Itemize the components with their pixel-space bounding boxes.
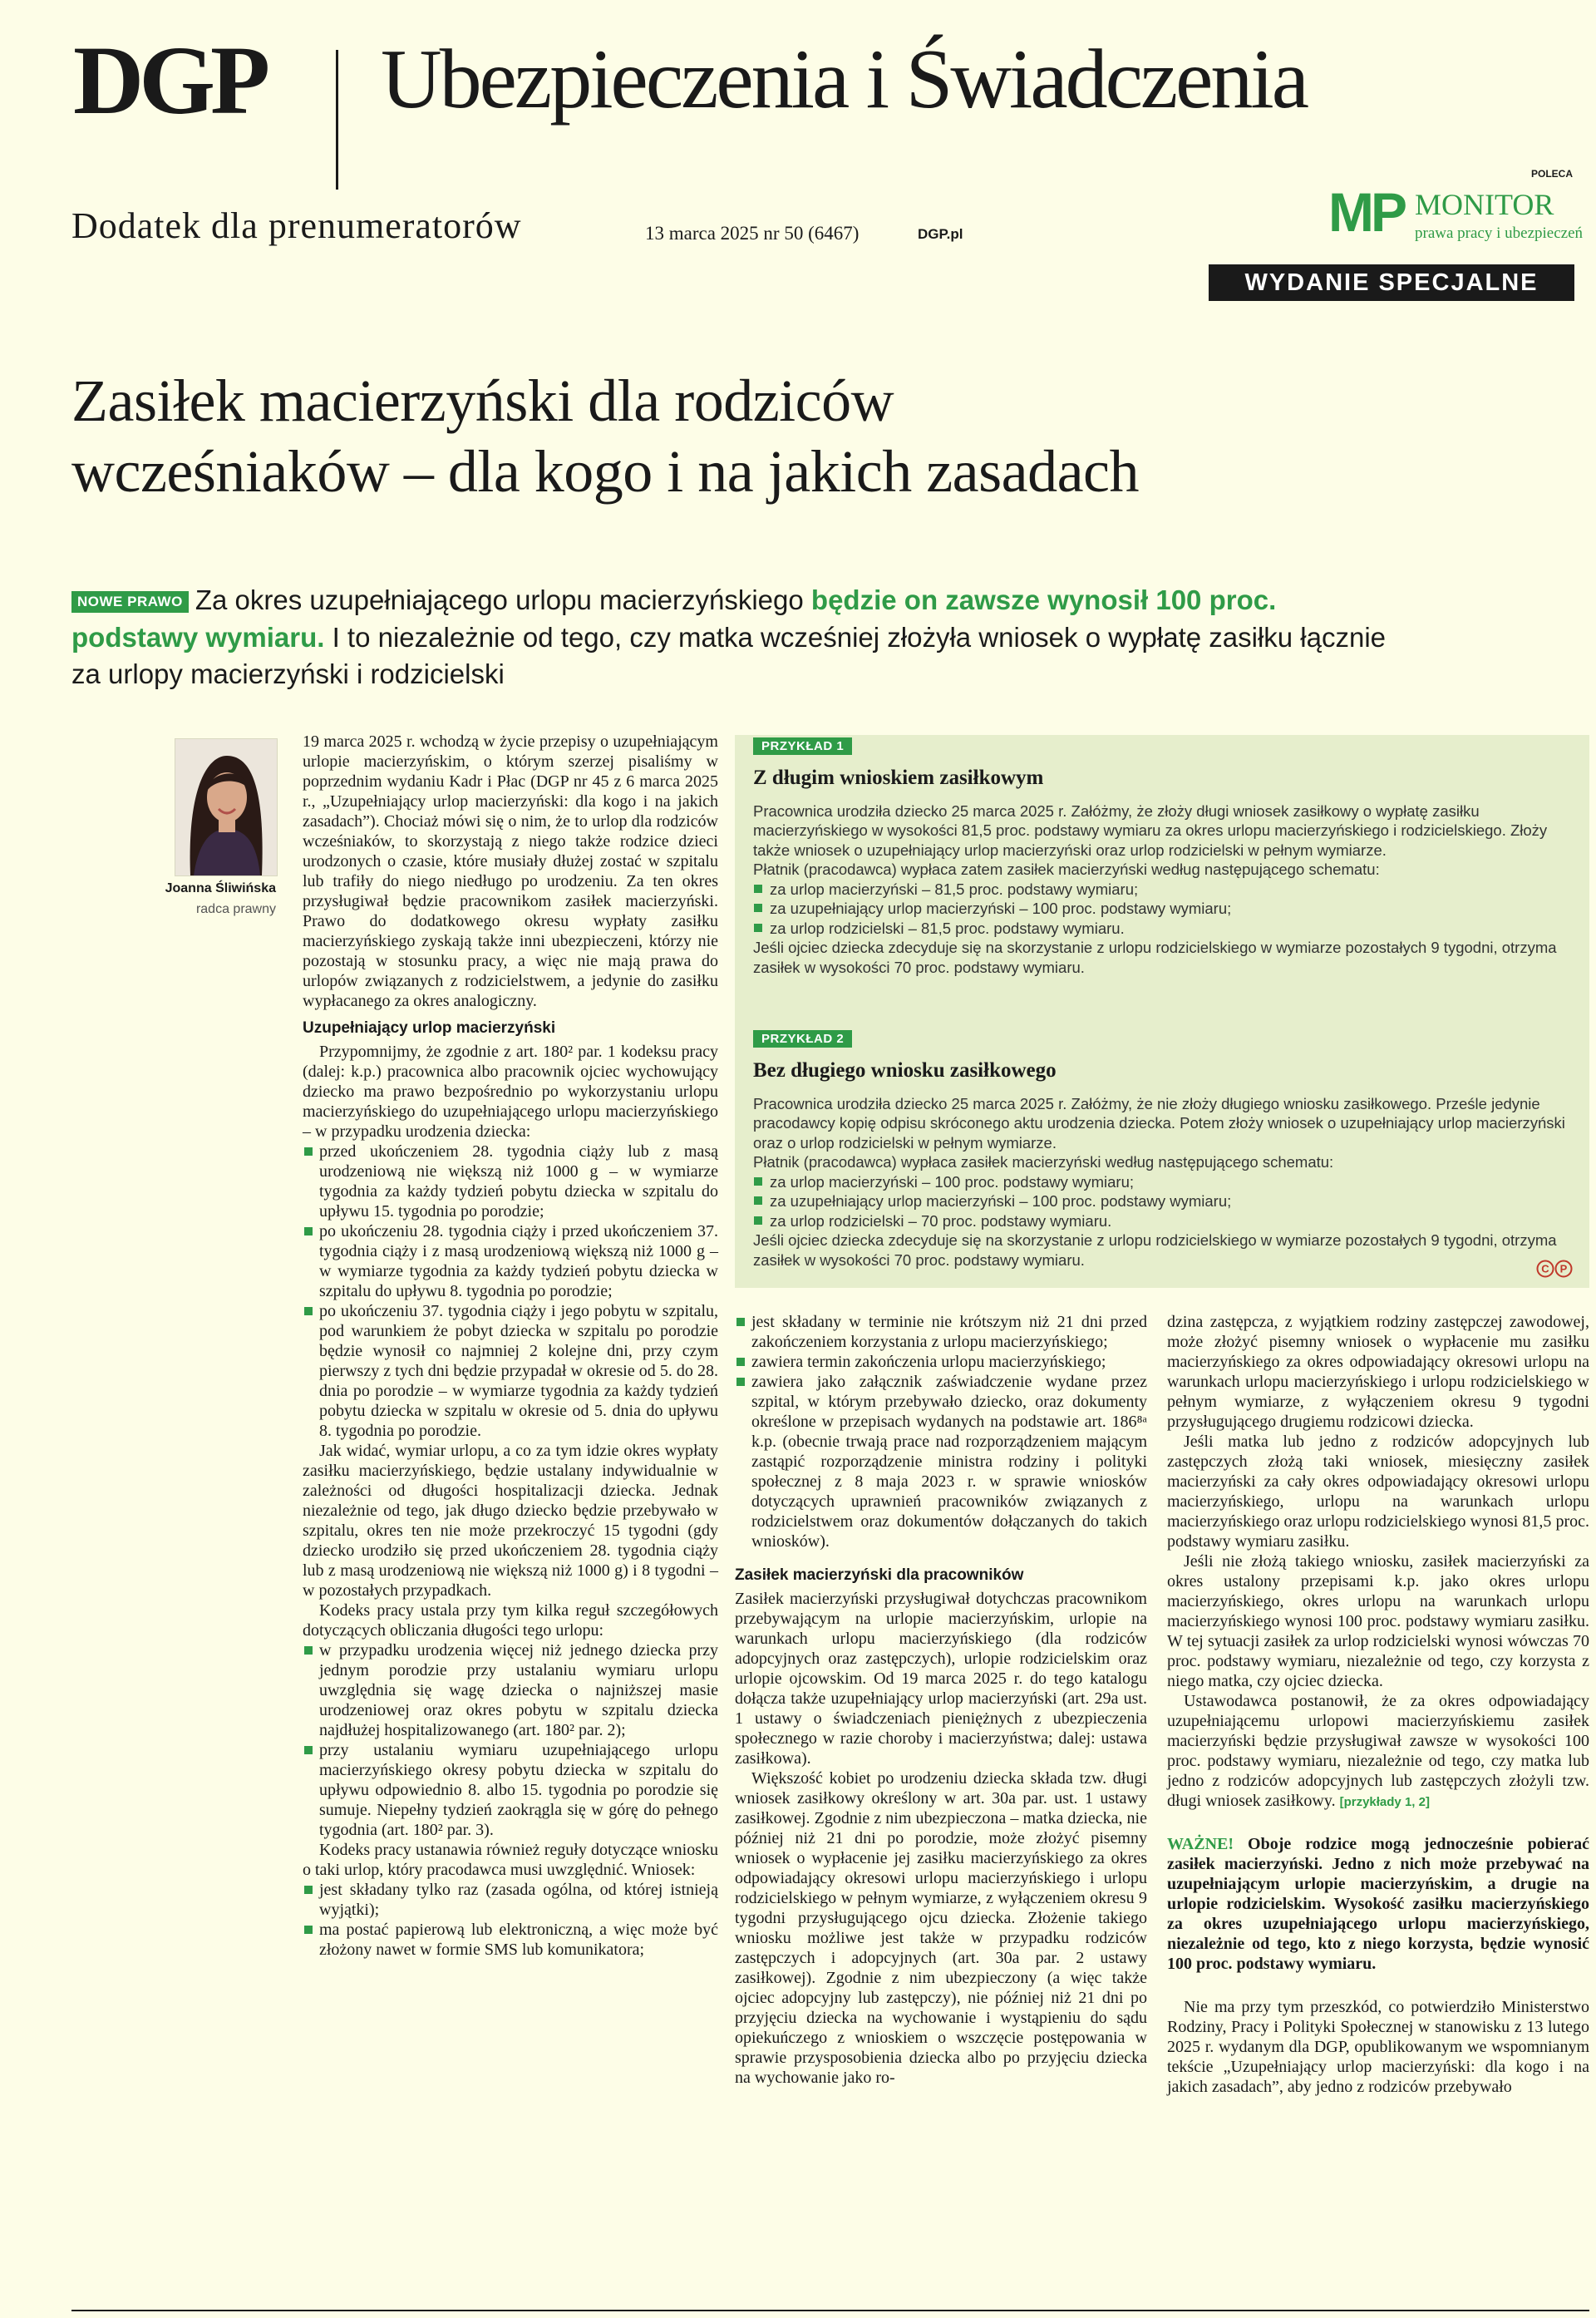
author-role: radca prawny xyxy=(195,902,276,916)
list-item: zawiera termin zakończenia urlopu macierzyńskiego; xyxy=(735,1352,1147,1372)
list-item: za urlop rodzicielski – 81,5 proc. podstawy wymiaru. xyxy=(753,919,1576,938)
col3-paragraph-4 xyxy=(1167,1691,1589,1811)
col3-paragraph-2: Jeśli matka lub jedno z rodziców adopcyjnych lub zastępczych złożą taki wniosek, miesięczny zasiłek macierzyński za cały okres odpowiadający okresowi urlopu macierzyńskiego, urlopu na warunkach urlopu macierzyńskiego oraz urlopu rodzicielskiego wynosi 81,5 proc. podstawy wymiaru zasiłku. xyxy=(1167,1433,1589,1551)
author-photo xyxy=(175,738,278,876)
list-item: za uzupełniający urlop macierzyński – 100 proc. podstawy wymiaru; xyxy=(753,1191,1576,1211)
example-1-intro: Pracownica urodziła dziecko 25 marca 2025 r. Załóżmy, że złoży długi wniosek zasiłkowy o wypłatę zasiłku macierzyńskiego w wysokości 81,5 proc. podstawy wymiaru za okres urlopu macierzyńskiego i rodzicielskiego. Złoży także wniosek o uzupełniający urlop macierzyński oraz urlop rodzicielski w pełnym wymiarze. xyxy=(753,801,1548,859)
example-2-intro: Pracownica urodziła dziecko 25 marca 2025 r. Załóżmy, że nie złoży długiego wniosku zasiłkowego. Prześle jedynie pracodawcy kopię odpisu skróconego aktu urodzenia dziecka. Potem złoży wniosek o uzupełniający urlop macierzyński oraz o urlop rodzicielski w pełnym wymiarze. xyxy=(753,1094,1565,1152)
author-name: Joanna Śliwińska xyxy=(165,881,276,895)
list-item: jest składany tylko raz (zasada ogólna, od której istnieją wyjątki); xyxy=(303,1880,718,1920)
issue-date: 13 marca 2025 nr 50 (6467) xyxy=(645,223,860,244)
poleca-label: POLECA xyxy=(1531,168,1574,180)
important-note xyxy=(1167,1834,1589,1974)
example-2-tag: PRZYKŁAD 2 xyxy=(753,1030,852,1048)
bottom-rule xyxy=(71,2310,1589,2311)
svg-text:P: P xyxy=(1559,1262,1568,1275)
special-edition-banner: WYDANIE SPECJALNE xyxy=(1209,264,1574,301)
lead-text-2: I to niezależnie od tego, czy matka wcześniej złożyła wniosek o wypłatę zasiłku łącznie za urlopy macierzyński i rodzicielski xyxy=(71,621,1387,690)
site-link[interactable]: DGP.pl xyxy=(918,226,963,242)
list-item: przed ukończeniem 28. tygodnia ciąży lub z masą urodzeniową nie większą niż 1000 g – w wymiarze tygodnia za każdy tydzień pobytu dziecka w szpitalu do upływu 15. tygodnia po porodzie; xyxy=(303,1142,718,1221)
col3-paragraph-1: dzina zastępcza, z wyjątkiem rodziny zastępczej zawodowej, może złożyć pisemny wniosek o wypłacenie mu zasiłku macierzyńskiego za okres odpowiadający okresowi urlopu na warunkach urlopu macierzyńskiego i urlopu rodzicielskiego w pełnym wymiarze, z wyłączeniem okresu 9 tygodni przysługującego drugiemu rodzicowi dziecka. xyxy=(1167,1313,1589,1431)
list-item: jest składany w terminie nie krótszym niż 21 dni przed zakończeniem korzystania z urlopu macierzyńskiego; xyxy=(735,1312,1147,1352)
example-1-tag: PRZYKŁAD 1 xyxy=(753,737,852,755)
example-2-scheme: Płatnik (pracodawca) wypłaca zasiłek macierzyński według następującego schematu: xyxy=(753,1153,1334,1171)
supplement-title: Ubezpieczenia i Świadczenia xyxy=(381,32,1308,126)
supplement-subtitle: Dodatek dla prenumeratorów xyxy=(71,205,522,246)
list-item: po ukończeniu 28. tygodnia ciąży i przed ukończeniem 37. tygodnia ciąży i z masą urodzeniową większą niż 1000 g – w wymiarze tygodnia za każdy tydzień pobytu dziecka w szpitalu do upływu 8. tygodnia po porodzie; xyxy=(303,1221,718,1301)
lead-text-1: Za okres uzupełniającego urlopu macierzyńskiego xyxy=(195,584,804,615)
copyright-icon xyxy=(1536,1260,1574,1278)
col1-list-1 xyxy=(303,1142,718,1441)
example-2-title: Bez długiego wniosku zasiłkowego xyxy=(753,1059,1057,1083)
example-1-scheme: Płatnik (pracodawca) wypłaca zatem zasiłek macierzyński według następującego schematu: xyxy=(753,861,1380,879)
headline-line-1: Zasiłek macierzyński dla rodziców xyxy=(71,367,894,434)
list-item: po ukończeniu 37. tygodnia ciąży i jego pobytu w szpitalu, pod warunkiem że pobyt dziecka w szpitalu po porodzie będzie wynosił co najmniej 2 kolejne dni, przy czym pierwszy z tych dni będzie przypadał w okresie od 5. do 28. dnia po porodzie – w wymiarze tygodnia za każdy tydzień pobytu dziecka w szpitalu w okresie od 5. dnia do upływu 8. tygodnia po porodzie. xyxy=(303,1301,718,1441)
example-1-list xyxy=(753,880,1576,938)
col2-paragraph-2: Większość kobiet po urodzeniu dziecka składa tzw. długi wniosek zasiłkowy określony w art. 30a par. ust. 1 ustawy zasiłkowej. Zgodnie z nim ubezpieczona – matka dziecka, nie później niż 21 dni po porodzie, może złożyć pisemny wniosek o wypłacenie jej zasiłku macierzyńskiego za okres odpowiadający okresowi urlopu macierzyńskiego i urlopu rodzicielskiego w pełnym wymiarze, z wyłączeniem okresu 9 tygodni przysługującego ojcu dziecka. Złożenie takiego wniosku możliwe jest także w przypadku rodziców zastępczych i adopcyjnych (art. 30a par. 2 ustawy zasiłkowej). Zgodnie z nim ubezpieczony (a więc także ojciec adopcyjny lub zastępczy), nie później niż 21 dni po przyjęciu dziecka na wychowanie i wystąpieniu do sądu opiekuńczego z wnioskiem o wszczęcie postępowania w sprawie przysposobienia dziecka albo po przyjęciu dziecka na wychowanie jako ro- xyxy=(735,1768,1147,2087)
col3-paragraph-3: Jeśli nie złożą takiego wniosku, zasiłek macierzyński za okres ustalony przepisami k.p. jako okres urlopu macierzyńskiego, okres urlopu na warunkach urlopu macierzyńskiego wynosi 100 proc. podstawy wymiaru zasiłku. W tej sytuacji zasiłek za urlop rodzicielski wynosi wówczas 70 proc. podstawy wymiaru, niezależnie od tego, czy korzysta z niego matka, czy ojciec dziecka. xyxy=(1167,1552,1589,1690)
headline-line-2: wcześniaków – dla kogo i na jakich zasadach xyxy=(71,437,1139,505)
list-item: przy ustalaniu wymiaru uzupełniającego urlopu macierzyńskiego okresy pobytu dziecka w szpitalu do upływu odpowiednio 8. albo 15. tygodnia po porodzie się sumuje. Niepełny tydzień zaokrągla się w górę do pełnego tygodnia (art. 180² par. 3). xyxy=(303,1740,718,1840)
mp-mark: MP xyxy=(1328,181,1404,243)
list-item: za urlop macierzyński – 100 proc. podstawy wymiaru; xyxy=(753,1172,1576,1191)
example-1-outro: Jeśli ojciec dziecka zdecyduje się na skorzystanie z urlopu rodzicielskiego w wymiarze pozostałych 9 tygodni, otrzyma zasiłek w wysokości 70 proc. podstawy wymiaru. xyxy=(753,939,1557,976)
list-item: w przypadku urodzenia więcej niż jednego dziecka przy jednym porodzie przy ustalaniu wymiaru urlopu uwzględnia się wagę dziecka o najniższej masie urodzeniowej oraz okres pobytu w szpitalu dziecka najdłużej hospitalizowanego (art. 180² par. 2); xyxy=(303,1640,718,1740)
subheading-zasilek-dla-pracownikow: Zasiłek macierzyński dla pracowników xyxy=(735,1566,1024,1584)
col1-paragraph-1: 19 marca 2025 r. wchodzą w życie przepisy o uzupełniającym urlopie macierzyńskim, o którym szerzej pisaliśmy w poprzednim wydaniu Kadr i Płac (DGP nr 45 z 6 marca 2025 r., „Uzupełniający urlop macierzyński: dla kogo i na jakich zasadach”). Chociaż mówi się o nim, że to urlop dla rodziców wcześniaków, to skorzystają z niego także rodzice dzieci urodzonych o czasie, które musiały dłużej zostać w szpitalu lub trafiły do niego niedługo po urodzeniu. Za ten okres przysługiwał będzie pracownikom zasiłek macierzyński. Prawo do dodatkowego okresu wypłaty zasiłku macierzyńskiego zyskają także inni ubezpieczeni, którzy nie pozostają w stosunku pracy, a więc nie mają prawa do urlopów związanych z rodzicielstwem, a jedynie do zasiłku wypłacanego za okres analogiczny. xyxy=(303,732,718,1010)
svg-text:C: C xyxy=(1541,1262,1549,1275)
col1-list-2 xyxy=(303,1640,718,1840)
col1-list-3 xyxy=(303,1880,718,1960)
examples-reference: [przykłady 1, 2] xyxy=(1339,1795,1430,1809)
monitor-logo xyxy=(1328,181,1584,253)
dgp-logo: DGP xyxy=(73,26,266,135)
list-item: za urlop rodzicielski – 70 proc. podstawy wymiaru. xyxy=(753,1211,1576,1231)
example-2-outro: Jeśli ojciec dziecka zdecyduje się na skorzystanie z urlopu rodzicielskiego w wymiarze pozostałych 9 tygodni, otrzyma zasiłek w wysokości 70 proc. podstawy wymiaru. xyxy=(753,1231,1557,1269)
col1-paragraph-5: Kodeks pracy ustanawia również reguły dotyczące wniosku o taki urlop, który pracodawca musi uwzględnić. Wniosek: xyxy=(303,1840,718,1879)
examples-box xyxy=(735,735,1589,1288)
col1-paragraph-4: Kodeks pracy ustala przy tym kilka reguł szczegółowych dotyczących obliczania długości tego urlopu: xyxy=(303,1600,718,1640)
col1-paragraph-2: Przypomnijmy, że zgodnie z art. 180² par. 1 kodeksu pracy (dalej: k.p.) pracownica albo pracownik ojciec wychowujący dziecko ma prawo bezpośrednio po wykorzystaniu urlopu macierzyńskiego do uzupełniającego urlopu macierzyńskiego – w przypadku urodzenia dziecka: xyxy=(303,1042,718,1141)
col1-paragraph-3: Jak widać, wymiar urlopu, a co za tym idzie okres wypłaty zasiłku macierzyńskiego, będzie ustalany indywidualnie w zależności od długości hospitalizacji dziecka. Jednak niezależnie od tego, jak długo dziecko będzie przebywało w szpitalu, okres ten nie może przekroczyć 15 tygodni (gdy dziecko urodziło się przed ukończeniem 28. tygodnia ciąży lub z masą urodzeniową nie większą niż 1000 g) i 8 tygodni – w pozostałych przypadkach. xyxy=(303,1441,718,1600)
example-2-list xyxy=(753,1172,1576,1231)
important-text: Oboje rodzice mogą jednocześnie pobierać zasiłek macierzyński. Jedno z nich może przebywać na uzupełniającym urlopie macierzyńskim, a drugie na urlopie rodzicielskim. Wysokość zasiłku macierzyńskiego za okres uzupełniającego urlopu macierzyńskiego, niezależnie od tego, kto z niego korzysta, będzie wynosić 100 proc. podstawy wymiaru. xyxy=(1167,1835,1590,1973)
new-law-badge: NOWE PRAWO xyxy=(71,591,189,613)
col2-paragraph-1: Zasiłek macierzyński przysługiwał dotychczas pracownikom przebywającym na urlopie macierzyńskim, urlopie na warunkach urlopu macierzyńskiego (dla rodziców adopcyjnych oraz zastępczych), urlopie rodzicielskim oraz urlopie ojcowskim. Od 19 marca 2025 r. do tego katalogu dołącza także uzupełniający urlop macierzyński (art. 29a ust. 1 ustawy o świadczeniach pieniężnych z ubezpieczenia społecznego w razie choroby i macierzyństwa; dalej: ustawa zasiłkowa). xyxy=(735,1589,1147,1768)
col3-paragraph-5: Nie ma przy tym przeszkód, co potwierdziło Ministerstwo Rodziny, Pracy i Polityki Społecznej w stanowisku z 13 lutego 2025 r. wydanym dla DGP, opublikowanym we wspomnianym tekście „Uzupełniający urlop macierzyński: dla kogo i na jakich zasadach”, aby jedno z rodziców przebywało xyxy=(1167,1998,1589,2096)
example-2 xyxy=(753,1028,1576,1270)
article-headline xyxy=(71,366,1584,507)
monitor-word: MONITOR xyxy=(1415,188,1554,221)
important-label: WAŻNE! xyxy=(1167,1835,1234,1853)
lead-highlight: będzie on zawsze wynosił 100 proc. podstawy wymiaru. xyxy=(71,584,1277,653)
column-3 xyxy=(1167,1312,1589,2097)
article-lead xyxy=(71,582,1410,693)
column-2 xyxy=(735,1312,1147,2088)
example-1-title: Z długim wnioskiem zasiłkowym xyxy=(753,767,1044,790)
col2-list-1 xyxy=(735,1312,1147,1551)
column-1 xyxy=(303,732,718,1960)
list-item: za urlop macierzyński – 81,5 proc. podstawy wymiaru; xyxy=(753,880,1576,899)
list-item: ma postać papierową lub elektroniczną, a więc może być złożony nawet w formie SMS lub komunikatora; xyxy=(303,1920,718,1960)
masthead-separator xyxy=(336,50,338,190)
example-1 xyxy=(753,735,1576,977)
list-item: zawiera jako załącznik zaświadczenie wydane przez szpital, w którym przebywało dziecko, oraz dokumenty określone w przepisach wydanych na podstawie art. 186⁸ᵃ k.p. (obecnie trwają prace nad rozporządzeniem mającym zastąpić rozporządzenie ministra rodziny i polityki społecznej z 8 maja 2023 r. w sprawie wniosków dotyczących uprawnień pracowników związanych z rodzicielstwem oraz dokumentów dołączanych do takich wniosków). xyxy=(735,1372,1147,1551)
list-item: za uzupełniający urlop macierzyński – 100 proc. podstawy wymiaru; xyxy=(753,899,1576,918)
monitor-tagline: prawa pracy i ubezpieczeń xyxy=(1415,224,1584,242)
col3-paragraph-4-text: Ustawodawca postanowił, że za okres odpowiadający uzupełniającemu urlopowi macierzyńskiemu zasiłek macierzyński będzie przysługiwał zawsze w wysokości 100 proc. podstawy wymiaru, niezależnie od tego, czy matka lub jedno z rodziców adopcyjnych lub zastępczych złożyli tzw. długi wniosek zasiłkowy. xyxy=(1167,1692,1589,1810)
subheading-uzupelniajacy-urlop: Uzupełniający urlop macierzyński xyxy=(303,1019,556,1037)
